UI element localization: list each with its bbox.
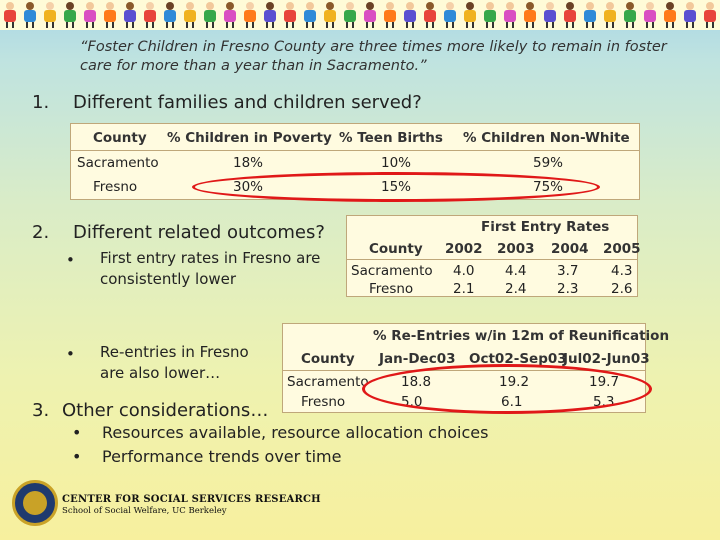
table3-row1-jan-dec03: 18.8 [401,374,432,390]
kid-figure [580,0,600,30]
table3-header-oct02-sep03: Oct02-Sep03 [469,351,567,367]
table2-row2-2002: 2.1 [453,281,475,297]
table2-row1-2005: 4.3 [611,263,633,279]
kid-figure [80,0,100,30]
kid-figure [280,0,300,30]
table3-row2-jan-dec03: 5.0 [401,394,423,410]
table3-header-county: County [301,351,355,367]
table2-header-county: County [369,241,423,257]
table1-row1-county: Sacramento [77,155,159,171]
kid-figure [460,0,480,30]
kid-figure [220,0,240,30]
fresno-highlight-oval [192,172,600,202]
kid-figure [600,0,620,30]
quote: “Foster Children in Fresno County are three times more likely to remain in foster care for more than a year than in Sacramento.” [80,39,667,74]
table3-title: % Re-Entries w/in 12m of Reunification [373,328,670,344]
item-1-text: Different families and children served? [73,92,422,113]
bullet-dot-2: • [66,345,75,363]
table3-row2-oct02-sep03: 6.1 [501,394,523,410]
table1-row1-poverty: 18% [233,155,264,171]
kid-figure [100,0,120,30]
table2-row1-2002: 4.0 [453,263,475,279]
bullet-performance: Performance trends over time [102,447,342,466]
bullet-first-entry: First entry rates in Fresno are consistently lower [100,249,321,288]
re-entries-highlight-oval [362,364,652,414]
table1-row2-teen-births: 15% [381,179,412,195]
table1-row2-county: Fresno [93,179,138,195]
table1-header-teen-births: % Teen Births [339,130,443,146]
kid-figure [20,0,40,30]
table2-header-2004: 2004 [551,241,589,257]
table1-row1-nonwhite: 59% [533,155,564,171]
kid-figure [640,0,660,30]
table1-divider [71,150,639,151]
kid-figure [320,0,340,30]
kid-figure [240,0,260,30]
table2-row1-2003: 4.4 [505,263,527,279]
kid-figure [0,0,20,30]
table3-row2-jul02-jun03: 5.3 [593,394,615,410]
kid-figure [380,0,400,30]
bullet-dot-1: • [66,251,75,269]
kids-banner [0,0,720,30]
kid-figure [40,0,60,30]
kid-figure [60,0,80,30]
table3-header-jul02-jun03: Jul02-Jun03 [563,351,650,367]
kid-figure [140,0,160,30]
bullet-resources: Resources available, resource allocation choices [102,423,489,442]
kid-figure [440,0,460,30]
table3-header-jan-dec03: Jan-Dec03 [379,351,456,367]
table1-header-nonwhite: % Children Non-White [463,130,630,146]
kid-figure [700,0,720,30]
table2-row2-county: Fresno [369,281,414,297]
kid-figure [540,0,560,30]
kid-figure [340,0,360,30]
kid-figure [200,0,220,30]
table2-row2-2005: 2.6 [611,281,633,297]
table1-header-poverty: % Children in Poverty [167,130,332,146]
bullet-dot-3: • [72,423,82,442]
kid-figure [560,0,580,30]
kid-figure [300,0,320,30]
table2-divider [347,259,637,260]
cssr-org-name: CENTER FOR SOCIAL SERVICES RESEARCH [62,494,321,505]
uc-seal-logo [12,480,58,526]
table2-title: First Entry Rates [481,219,610,235]
table2-header-2005: 2005 [603,241,641,257]
table2-row1-county: Sacramento [351,263,433,279]
table2-header-2002: 2002 [445,241,483,257]
kid-figure [660,0,680,30]
item-3-text: Other considerations… [62,400,269,421]
kid-figure [420,0,440,30]
table2-row2-2003: 2.4 [505,281,527,297]
first-entry-rates-table [346,215,641,297]
item-2-number: 2. [32,222,50,243]
table3-row2-county: Fresno [301,394,346,410]
item-1-number: 1. [32,92,50,113]
item-3-number: 3. [32,400,50,421]
kid-figure [160,0,180,30]
table1-header-county: County [93,130,147,146]
table1-row1-teen-births: 10% [381,155,412,171]
kid-figure [500,0,520,30]
kid-figure [120,0,140,30]
bullet-re-entries: Re-entries in Fresno are also lower… [100,343,249,382]
table3-row1-jul02-jun03: 19.7 [589,374,620,390]
kid-figure [480,0,500,30]
table3-row1-county: Sacramento [287,374,369,390]
item-2-text: Different related outcomes? [73,222,325,243]
kid-figure [620,0,640,30]
kid-figure [260,0,280,30]
table3-row1-oct02-sep03: 19.2 [499,374,530,390]
kid-figure [520,0,540,30]
bullet-dot-4: • [72,447,82,466]
table2-row1-2004: 3.7 [557,263,579,279]
table2-header-2003: 2003 [497,241,535,257]
school-name: School of Social Welfare, UC Berkeley [62,506,227,516]
kid-figure [180,0,200,30]
kid-figure [680,0,700,30]
kid-figure [400,0,420,30]
table2-row2-2004: 2.3 [557,281,579,297]
kid-figure [360,0,380,30]
table1-row2-nonwhite: 75% [533,179,564,195]
table1-row2-poverty: 30% [233,179,264,195]
